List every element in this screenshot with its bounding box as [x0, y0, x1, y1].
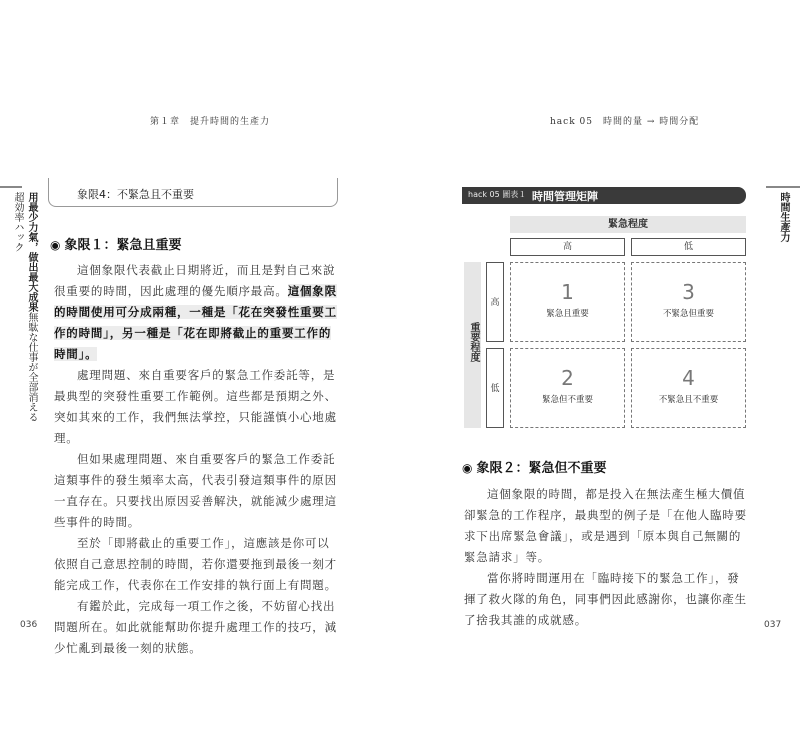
paragraph: 至於「即將截止的重要工作」，這應該是你可以依照自己意思控制的時間，若你還要拖到最後一刻才能完成工作，代表你在工作安排的執行面上有問題。 [54, 536, 337, 592]
quadrant-label: 不緊急且不重要 [658, 395, 719, 405]
quadrant-3 [631, 262, 746, 342]
quadrant-number: 3 [682, 280, 695, 304]
quadrant-4 [631, 348, 746, 428]
side-tab: 時間生產力 [778, 192, 789, 242]
figure-tag: hack 05 圖表１ [468, 190, 527, 199]
side-tab-sub: 無駄な仕事が全部消える超効率ハック [12, 192, 37, 422]
section-heading-text: 象限２：緊急但不重要 [476, 461, 607, 476]
side-rule [766, 186, 800, 188]
bullet-icon: ◉ [50, 238, 61, 252]
importance-label: 重要程度 [468, 322, 479, 362]
body-text [464, 484, 750, 631]
paragraph: 有鑑於此，完成每一項工作之後，不妨留心找出問題所在。如此就能幫助你提升處理工作的技巧，減少忙亂到最後一刻的狀態。 [54, 599, 337, 655]
right-page [400, 0, 800, 744]
quadrant-label: 緊急但不重要 [541, 395, 593, 405]
quadrant-number: 2 [561, 366, 574, 390]
quadrant-4-box [48, 178, 338, 207]
page-number: 037 [764, 620, 782, 630]
urgency-label: 緊急程度 [510, 216, 746, 233]
quadrant-1 [510, 262, 625, 342]
running-head: hack 05 時間的量 → 時間分配 [550, 117, 700, 127]
quadrant-label: 緊急且重要 [546, 309, 589, 319]
body-text [54, 260, 340, 659]
urgency-low: 低 [631, 238, 746, 256]
section-heading [50, 234, 182, 253]
quadrant-number: 1 [561, 280, 574, 304]
figure-title-bar [462, 187, 746, 204]
side-rule [0, 186, 22, 188]
quadrant-label: 不緊急但重要 [662, 309, 714, 319]
page-number: 036 [20, 620, 38, 630]
emphasis-text: 這個象限的時間使用可分成兩種，一種是「花在突發性重要工作的時間」，另一種是「花在即將截止的重要工作的時間」。 [54, 284, 337, 361]
quadrant-number: 4 [682, 366, 695, 390]
paragraph: 當你將時間運用在「臨時接下的緊急工作」，發揮了救火隊的角色，同事們因此感謝你，也讓你產生了捨我其誰的成就感。 [464, 571, 747, 627]
quadrant-4-text: 象限4：不緊急且不重要 [77, 188, 194, 201]
side-tab [10, 192, 38, 422]
importance-high: 高 [486, 262, 504, 342]
paragraph-text: 這個象限代表截止日期將近，而且是對自己來說很重要的時間，因此處理的優先順序最高。 [54, 263, 336, 298]
paragraph [54, 260, 340, 365]
running-head: 第１章 提升時間的生產力 [150, 117, 271, 127]
section-heading [462, 457, 607, 476]
importance-low: 低 [486, 348, 504, 428]
importance-label-cell [464, 262, 481, 428]
paragraph: 這個象限的時間，都是投入在無法產生極大價值卻緊急的工作程序，最典型的例子是「在他人臨時要求下出席緊急會議」，或是遇到「原本與自己無關的緊急請求」等。 [464, 487, 747, 564]
paragraph: 處理問題、來自重要客戶的緊急工作委託等，是最典型的突發性重要工作範例。這些都是預期之外、突如其來的工作，我們無法掌控，只能謹慎小心地處理。 [54, 368, 337, 445]
bullet-icon: ◉ [462, 461, 473, 475]
paragraph: 但如果處理問題、來自重要客戶的緊急工作委託這類事件的發生頻率太高，代表引發這類事件的原因一直存在。只要找出原因妥善解決，就能減少處理這些事件的時間。 [54, 452, 337, 529]
urgency-high: 高 [510, 238, 625, 256]
figure-title: 時間管理矩陣 [532, 190, 598, 203]
quadrant-2 [510, 348, 625, 428]
side-tab-title: 用最少力氣，做出最大成果 [26, 192, 37, 312]
section-heading-text: 象限１：緊急且重要 [64, 238, 182, 253]
